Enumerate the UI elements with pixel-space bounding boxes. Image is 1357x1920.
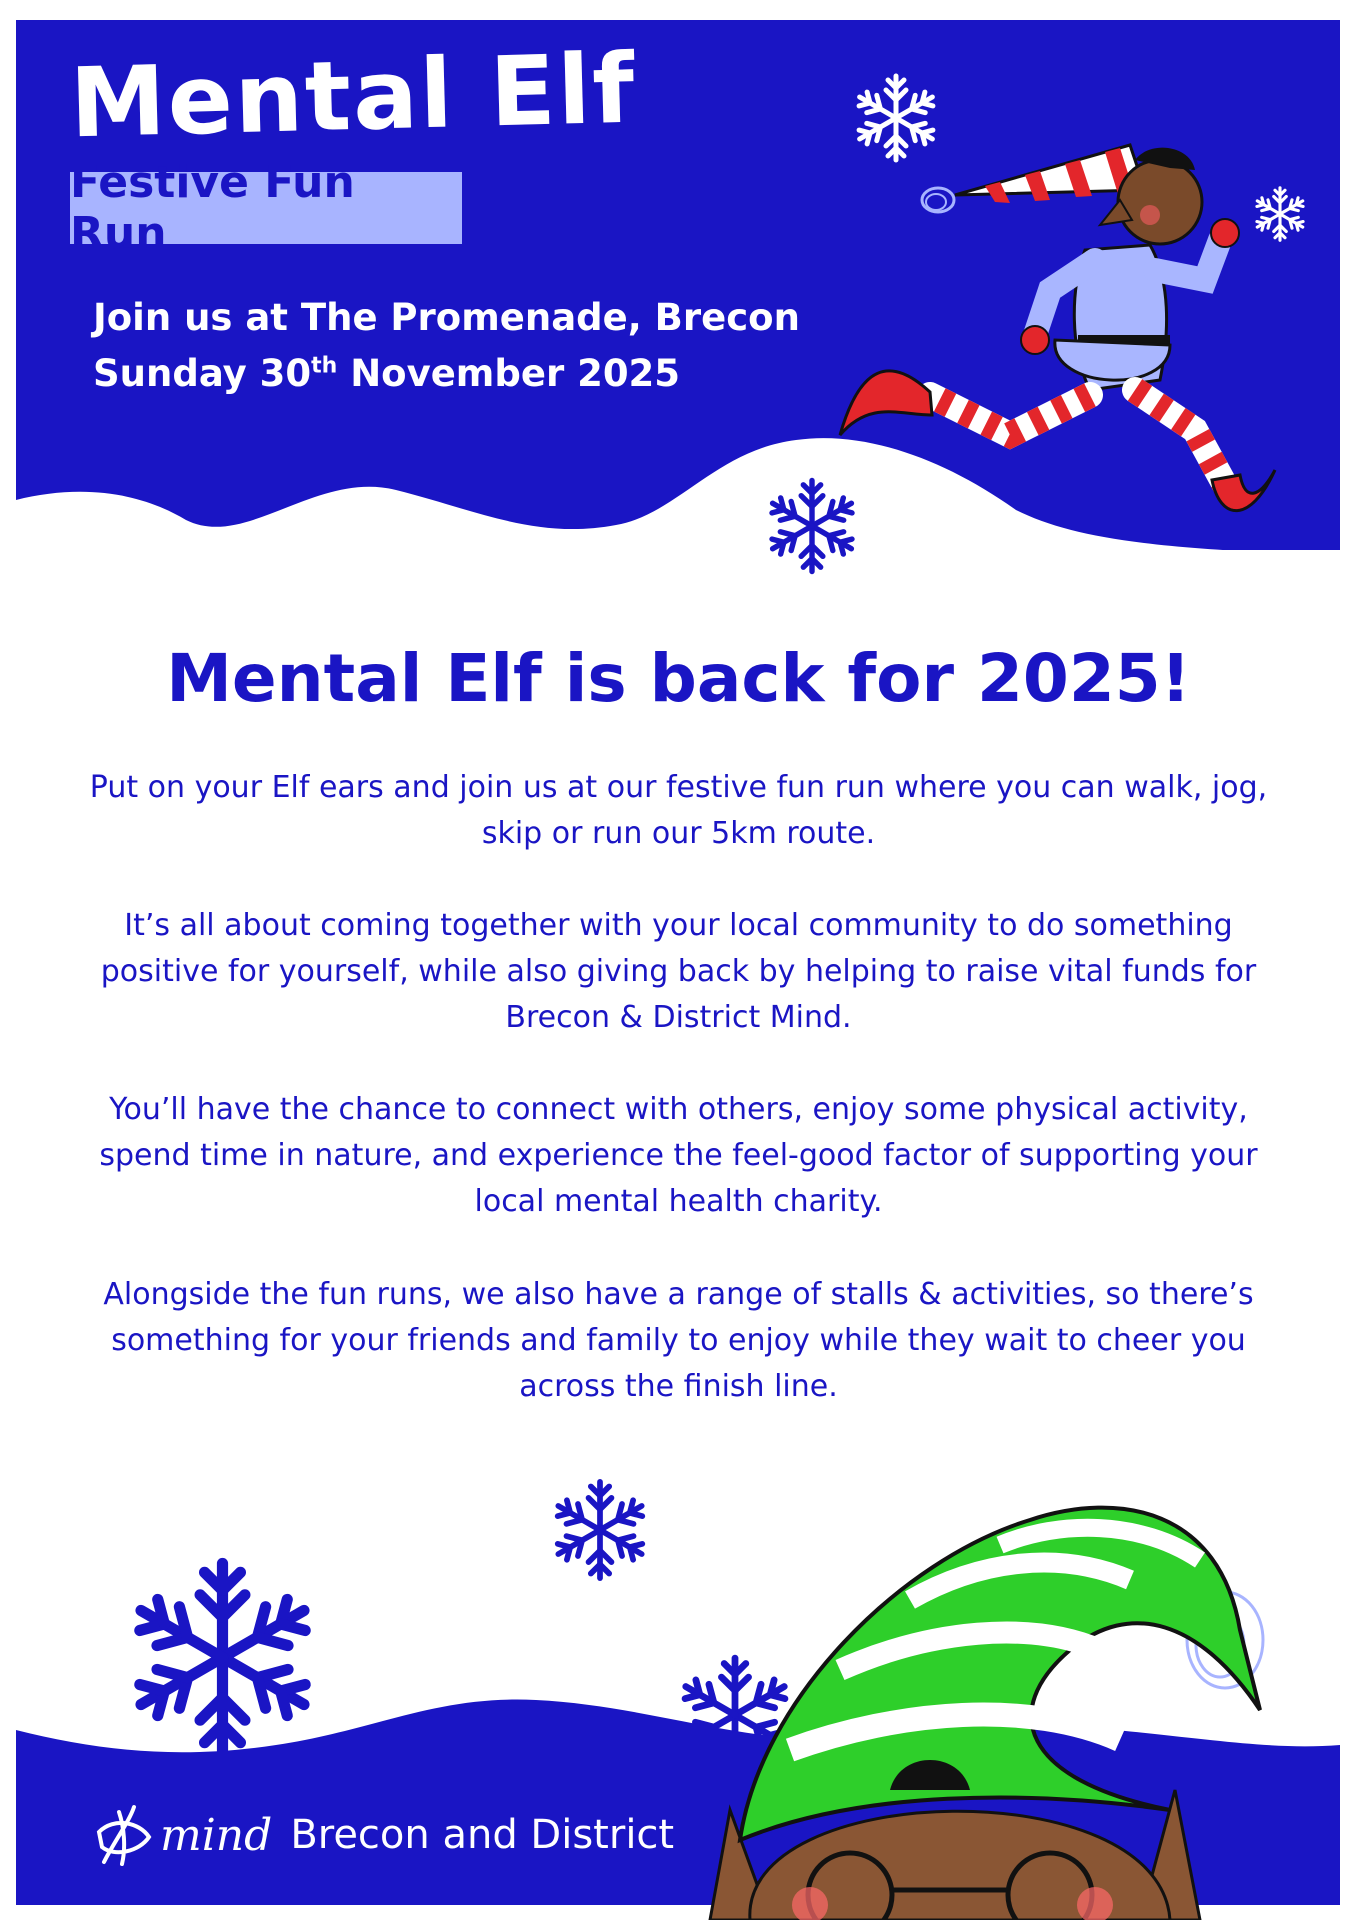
paragraph-1: Put on your Elf ears and join us at our festive fun run where you can walk, jog, skip or run our 5km route.: [89, 770, 1268, 851]
snowflake-icon: [545, 1475, 655, 1585]
date-prefix: Sunday 30: [93, 352, 312, 395]
paragraph-3: You’ll have the chance to connect with others, enjoy some physical activity, spend time in nature, and experience the feel-good factor of supporting your local mental health charity.: [99, 1092, 1258, 1219]
headline: Mental Elf is back for 2025!: [166, 640, 1191, 717]
mind-logo[interactable]: [94, 1802, 674, 1868]
location-line: Join us at The Promenade, Brecon: [93, 296, 800, 339]
running-elf-illustration: [750, 130, 1290, 540]
date-suffix: th: [311, 353, 338, 379]
date-rest: November 2025: [337, 352, 681, 395]
organisation-name: Brecon and District: [290, 1812, 675, 1858]
paragraph-4: Alongside the fun runs, we also have a range of stalls & activities, so there’s something for your friends and family to enjoy while they wait to cheer you across the finish line.: [103, 1277, 1254, 1404]
event-title: Mental Elf: [68, 32, 638, 160]
event-subtitle: Festive Fun Run: [70, 172, 462, 244]
mind-logo-text: mind: [160, 1809, 273, 1861]
peeking-elf-illustration: [700, 1450, 1320, 1920]
paragraph-2: It’s all about coming together with your local community to do something positive for yourself, while also giving back by helping to raise vital funds for Brecon & District Mind.: [100, 908, 1257, 1035]
date-line: [93, 352, 680, 395]
mind-logo-icon: [94, 1802, 154, 1868]
